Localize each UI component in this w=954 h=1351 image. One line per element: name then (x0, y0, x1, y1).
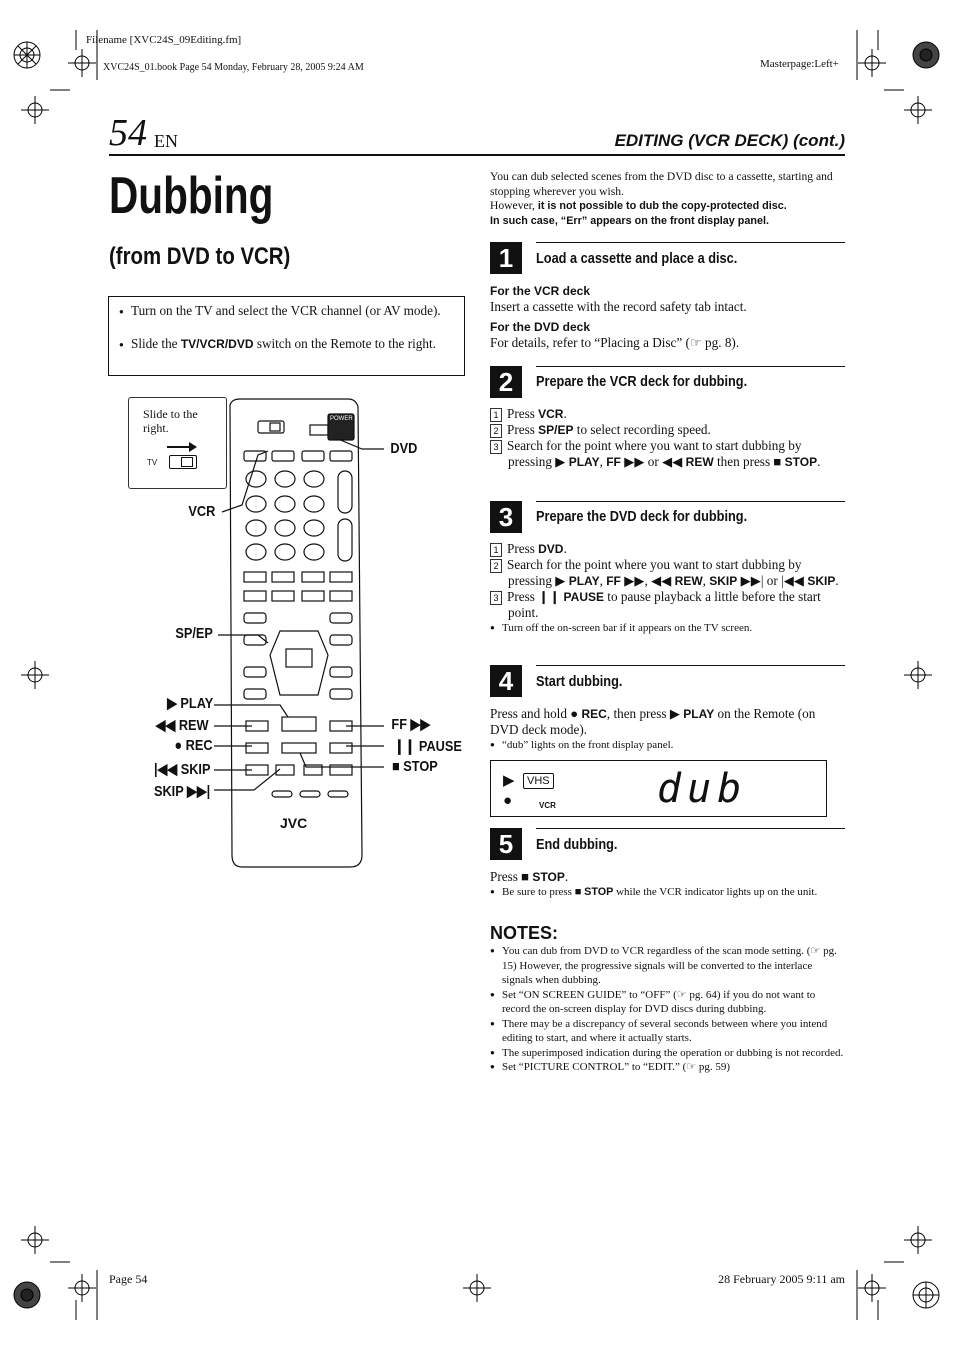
s4-t2: , then press (606, 706, 670, 721)
dvd-deck-heading: For the DVD deck (490, 320, 591, 334)
tv-label: TV (147, 458, 158, 467)
s2-a-end: . (563, 406, 567, 421)
s5-t2: . (564, 869, 569, 884)
s3-c-end: to pause playback a little before the start point. (508, 589, 821, 620)
footer-date: 28 February 2005 9:11 am (718, 1272, 845, 1286)
prep-item-1 (119, 303, 465, 320)
note-item-2: ● Set “ON SCREEN GUIDE” to “OFF” (☞ pg. 64) if you do not want to record the on-screen display for DVD discs during dubbing. (490, 988, 845, 1017)
page-lang: EN (154, 131, 178, 151)
step-3-rule (536, 501, 845, 502)
s2-c-play: PLAY (568, 455, 600, 469)
filename-text: Filename [XVC24S_09Editing.fm] (86, 34, 242, 46)
ff-callout-label: FF (391, 716, 407, 733)
preparation-box (108, 296, 465, 376)
step-2-title: Prepare the VCR deck for dubbing. (536, 373, 748, 390)
step-1-body (490, 283, 845, 351)
s4-t1: Press and hold (490, 706, 571, 721)
step-2-number: 2 (490, 366, 522, 398)
step-3-number: 3 (490, 501, 522, 533)
vcr-deck-heading: For the VCR deck (490, 284, 591, 298)
s3-b-play: PLAY (568, 574, 600, 588)
dub-display-text: dub (657, 766, 748, 812)
book-info-text: XVC24S_01.book Page 54 Monday, February 28, 2005 9:24 AM (103, 62, 364, 73)
s3-b-pre: Search for the point where you want to start dubbing by pressing (507, 557, 802, 588)
s4-rec: REC (581, 707, 607, 721)
s3-b-skip: SKIP (709, 574, 738, 588)
step-3-body: 1 Press DVD. 2 Search for the point where you want to start dubbing by pressing ▶ PLAY, FF ▶▶, ◀◀ REW, SKIP ▶▶| or |◀◀ SKIP. 3 Press ❙❙ PAUSE to pause playback a little before the start point. ● Turn off the on-screen bar if it appears on the TV screen. (490, 541, 845, 636)
s2-c-ff: FF (606, 455, 621, 469)
step-3-title: Prepare the DVD deck for dubbing. (536, 508, 748, 525)
page-title: Dubbing (109, 167, 274, 225)
prep-item-2 (119, 336, 465, 353)
step-2-body: 1 Press VCR. 2 Press SP/EP to select recording speed. 3 Search for the point where you want to start dubbing by pressing ▶ PLAY, FF ▶▶ or ◀◀ REW then press ■ STOP. (490, 406, 845, 470)
prep-item-1-text: Turn on the TV and select the VCR channel (or AV mode). (131, 303, 441, 318)
dvd-deck-text: For details, refer to “Placing a Disc” (☞ pg. 8). (490, 335, 740, 350)
rew-callout: ◀◀ REW (155, 717, 209, 734)
s4-t3: on the Remote (on DVD deck mode). (490, 706, 816, 737)
s5-n1: Be sure to press (502, 886, 575, 898)
tv-vcr-dvd-switch: TV/VCR/DVD (180, 337, 254, 351)
step-4-rule (536, 665, 845, 666)
s2-a-bold: VCR (538, 407, 564, 421)
step-5-body: Press ■ STOP. ● Be sure to press ■ STOP while the VCR indicator lights up on the unit. (490, 869, 845, 899)
stop-callout-label: STOP (403, 758, 438, 775)
pause-callout: ❙❙ PAUSE (393, 738, 462, 755)
intro-line-1: You can dub selected scenes from the DVD disc to a cassette, starting and stopping wherever you wish. (490, 170, 833, 198)
s3-b-or: or (763, 573, 782, 588)
s2-c-then: then press (713, 454, 774, 469)
vcr-indicator: VCR (539, 801, 556, 810)
s5-t1: Press (490, 869, 522, 884)
intro-line-2 (490, 199, 845, 214)
ff-callout: FF ▶▶ (391, 716, 431, 733)
s3-c-pre: Press (507, 589, 539, 604)
step-1-rule (536, 242, 845, 243)
notes-list (490, 944, 845, 1075)
s3-b-skip2: SKIP (807, 574, 836, 588)
s5-note: ● Be sure to press ■ STOP while the VCR indicator lights up on the unit. (490, 885, 845, 899)
play-indicator-icon: ▶ (503, 773, 515, 789)
vcr-deck-text: Insert a cassette with the record safety tab intact. (490, 299, 747, 314)
header-rule (109, 154, 845, 156)
note-item-4: ● The superimposed indication during the operation or dubbing is not recorded. (490, 1046, 845, 1061)
dvd-callout: DVD (390, 440, 418, 457)
s2-b-pre: Press (507, 422, 539, 437)
s5-n-stop: STOP (584, 886, 614, 898)
masterpage-text: Masterpage:Left+ (760, 58, 839, 70)
step-1-title: Load a cassette and place a disc. (536, 250, 738, 267)
s5-stop: STOP (532, 870, 565, 884)
section-title: EDITING (VCR DECK) (cont.) (614, 131, 845, 150)
spep-callout: SP/EP (175, 625, 213, 642)
prep-item-2-pre: Slide the (131, 336, 181, 351)
s2-a-pre: Press (507, 406, 539, 421)
rec-indicator-icon: ● (503, 793, 513, 809)
s2-c-rew: REW (685, 455, 714, 469)
vcr-callout: VCR (188, 503, 216, 520)
step-5-number: 5 (490, 828, 522, 860)
s5-n2: while the VCR indicator lights up on the unit. (613, 886, 818, 898)
rew-callout-label: REW (178, 717, 209, 734)
intro-text (490, 170, 845, 228)
s3-a-pre: Press (507, 541, 539, 556)
intro-line-3-bold: In such case, “Err” appears on the front display panel. (490, 214, 769, 227)
pause-callout-label: PAUSE (418, 738, 462, 755)
page-number: 54 (109, 112, 147, 154)
step-4-title: Start dubbing. (536, 673, 623, 690)
power-label: POWER (330, 416, 353, 422)
step-4-body: Press and hold ● REC, then press ▶ PLAY on the Remote (on DVD deck mode). ● “dub” lights on the front display panel. (490, 706, 845, 753)
play-callout: ▶ PLAY (167, 695, 214, 712)
note-item-3: ● There may be a discrepancy of several seconds between where you intend editing to start, and where it actually starts. (490, 1017, 845, 1046)
stop-callout: ■ STOP (392, 758, 438, 775)
skip-back-callout: |◀◀ SKIP (153, 761, 211, 778)
step-4-number: 4 (490, 665, 522, 697)
s2-b-end: to select recording speed. (573, 422, 711, 437)
skip-fwd-callout: SKIP ▶▶| (153, 783, 211, 800)
s4-note (490, 738, 845, 753)
note-item-5: ● Set “PICTURE CONTROL” to “EDIT.” (☞ pg. 59) (490, 1060, 845, 1075)
rec-callout-label: REC (185, 737, 213, 754)
s3-note (490, 621, 845, 636)
footer-page: Page 54 (109, 1272, 148, 1286)
s3-b-rew: REW (674, 574, 703, 588)
s3-a-end: . (563, 541, 567, 556)
skip-back-callout-label: SKIP (180, 761, 211, 778)
front-display-panel (490, 760, 827, 817)
s2-c-or: or (644, 454, 663, 469)
step-1-number: 1 (490, 242, 522, 274)
step-2-rule (536, 366, 845, 367)
s2-b-bold: SP/EP (538, 423, 574, 437)
rec-callout: ● REC (174, 737, 213, 754)
intro-line-2-pre: However, (490, 199, 538, 212)
skip-fwd-callout-label: SKIP (153, 783, 184, 800)
intro-line-2-bold: it is not possible to dub the copy-protected disc. (537, 200, 787, 212)
slide-callout-text: Slide to the right. (143, 407, 198, 435)
step-5-title: End dubbing. (536, 836, 618, 853)
intro-line-3 (490, 214, 845, 229)
s3-a-bold: DVD (538, 542, 564, 556)
s3-b-ff: FF (606, 574, 621, 588)
s3-c-bold: PAUSE (563, 590, 604, 604)
s2-c-pre: Search for the point where you want to start dubbing by pressing (507, 438, 802, 469)
s4-play: PLAY (683, 707, 715, 721)
play-callout-label: PLAY (180, 695, 214, 712)
page-subtitle: (from DVD to VCR) (109, 243, 291, 270)
step-5-rule (536, 828, 845, 829)
s4-note-text: “dub” lights on the front display panel. (502, 739, 674, 751)
prep-item-2-post: switch on the Remote to the right. (253, 336, 436, 351)
vhs-indicator: VHS (523, 773, 554, 789)
notes-heading: NOTES: (490, 923, 559, 943)
s2-c-stop: STOP (784, 455, 818, 469)
s3-note-text: Turn off the on-screen bar if it appears on the TV screen. (502, 622, 753, 634)
note-item-1: ● You can dub from DVD to VCR regardless of the scan mode setting. (☞ pg. 15) However, the progressive signals will be converted to the interlace signals when dubbing. (490, 944, 845, 988)
jvc-logo: JVC (280, 815, 308, 831)
